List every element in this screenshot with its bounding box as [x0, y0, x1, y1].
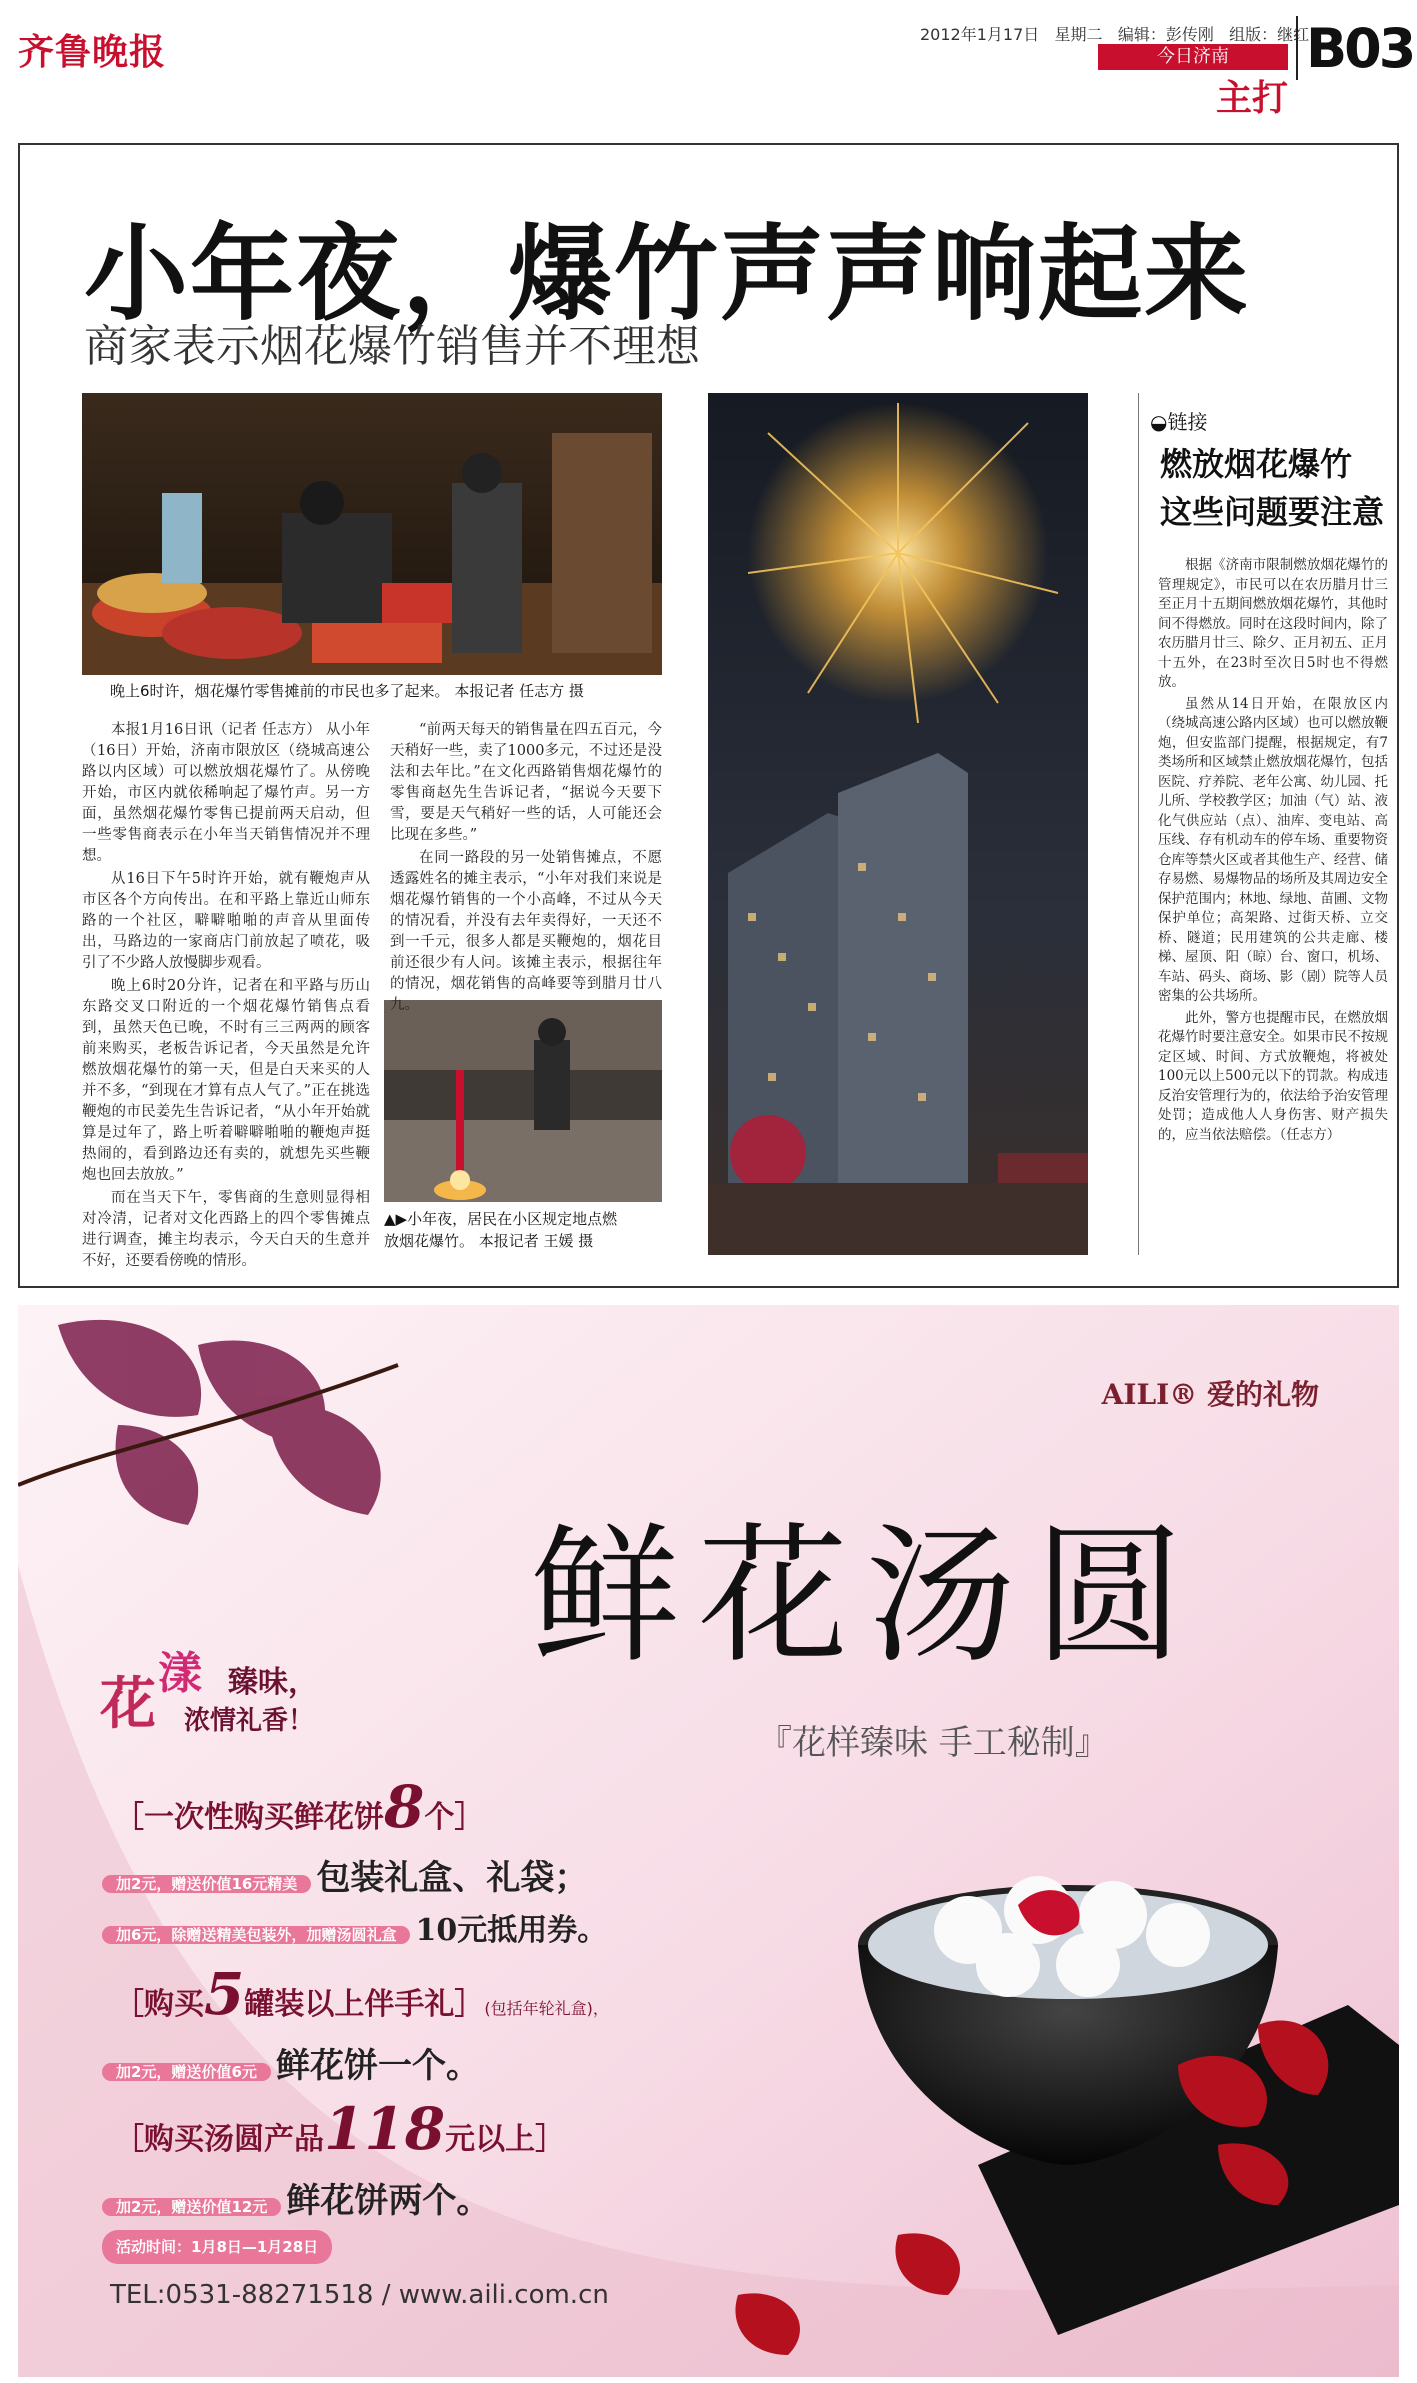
- sidebar-body: [1158, 556, 1388, 1147]
- ad-offer-2-num: 5: [204, 1960, 245, 2028]
- ad-offer-4-pill-row: [102, 2173, 490, 2224]
- sidebar-tag: [1150, 406, 1207, 435]
- layout-credit: 组版：继红: [1229, 25, 1310, 44]
- ad-tagline-1: 臻味，: [228, 1665, 318, 1700]
- sidebar-divider: [1138, 393, 1139, 1255]
- ad-offer-2-pre: ［购买: [114, 1987, 204, 2022]
- ad-offer-3-pre: ［购买汤圆产品: [114, 2122, 324, 2157]
- ad-offer-2-note: (包括年轮礼盒)，: [484, 1999, 609, 2018]
- ad-flower-char: 花: [100, 1671, 156, 1737]
- ad-offer-pill: 加6元，除赠送精美包装外，加赠汤圆礼盒: [102, 1926, 410, 1944]
- body-paragraph: “前两天每天的销售量在四五百元，今天稍好一些，卖了1000多元，不过还是没法和去年比。”在文化西路销售烟花爆竹的零售商赵先生告诉记者，“据说今天要下雪，要是天气稍好一些的话，人可能还会比现在多些。”: [390, 722, 662, 843]
- ad-offer-3: [114, 2095, 565, 2163]
- header-divider: [1296, 16, 1298, 80]
- ad-offer-1: [114, 1773, 484, 1841]
- sidebar-title-line1: 燃放烟花爆竹: [1160, 445, 1353, 483]
- body-paragraph: 本报1月16日讯（记者 任志方） 从小年（16日）开始，济南市限放区（绕城高速公路以内区域）可以燃放烟花爆竹了。从傍晚开始，市区内就依稀响起了爆竹声。另一方面，虽然烟花爆竹零售已提前两天启动，但一些零售商表示在小年当天销售情况并不理想。: [82, 722, 370, 864]
- ad-offer-2-post: 罐装以上伴手礼］: [244, 1987, 485, 2022]
- fireworks-photo: [708, 393, 1088, 1255]
- ad-offer-3-pill-row: [102, 2038, 480, 2089]
- resident-caption-line1: ▲▶小年夜，居民在小区规定地点燃: [384, 1210, 618, 1228]
- link-icon: ◒: [1150, 410, 1168, 434]
- resident-photo-caption: [384, 1208, 684, 1252]
- dateline: [920, 22, 1309, 45]
- body-paragraph: 在同一路段的另一处销售摊点，不愿透露姓名的摊主表示，“小年对我们来说是烟花爆竹销售的一个小高峰，不过从今天的情况看，并没有去年卖得好，一天还不到一千元，很多人都是买鞭炮的，烟花目前还很少有人问。该摊主表示，根据往年的情况，烟花销售的高峰要等到腊月廿八九。: [390, 850, 662, 1013]
- ad-period-pill: 活动时间：1月8日—1月28日: [102, 2230, 332, 2264]
- resident-photo: [384, 1000, 662, 1202]
- ad-offer-pill: 加2元，赠送价值6元: [102, 2063, 271, 2081]
- ad-offer-2: [114, 1960, 609, 2028]
- ad-contact: TEL:0531-88271518 / www.aili.com.cn: [110, 2280, 609, 2310]
- ad-offer-pill-text: 包装礼盒、礼袋；: [316, 1858, 589, 1898]
- body-paragraph: 而在当天下午，零售商的生意则显得相对冷清，记者对文化西路上的四个零售摊点进行调查，摊主均表示，今天白天的生意并不好，还要看傍晚的情形。: [82, 1190, 370, 1269]
- ad-offer-2-pill-row: [102, 1905, 607, 1952]
- sidebar-tag-label: 链接: [1167, 410, 1208, 434]
- body-paragraph: 从16日下午5时许开始，就有鞭炮声从市区各个方向传出。在和平路上靠近山师东路的一个社区，噼噼啪啪的声音从里面传出，马路边的一家商店门前放起了喷花，吸引了不少路人放慢脚步观看。: [82, 871, 370, 971]
- ad-tagline-2: 浓情礼香！: [184, 1706, 315, 1736]
- article-headline: 小年夜，爆竹声声响起来: [84, 213, 1251, 335]
- section-tag: 今日济南: [1098, 44, 1288, 70]
- ad-brand: AILI® 爱的礼物: [1101, 1378, 1319, 1411]
- page-number: B03: [1306, 17, 1414, 80]
- ad-offer-3-num: 118: [324, 2095, 446, 2163]
- ad-offer-3-post: 元以上］: [445, 2122, 566, 2157]
- ad-slogan: 『花样臻味 手工秘制』: [758, 1723, 1109, 1763]
- stall-photo: [82, 393, 662, 675]
- sidebar-paragraph: 虽然从14日开始，在限放区内（绕城高速公路内区域）也可以燃放鞭炮，但安监部门提醒，根据规定，有7类场所和区域禁止燃放烟花爆竹，包括医院、疗养院、老年公寓、幼儿园、托儿所、学校教学区；加油（气）站、液化气供应站（点）、油库、变电站、高压线、存有机动车的停车场、重要物资仓库等禁火区或者其他生产、经营、储存易燃、易爆物品的场所及其周边安全保护范围内；林地、绿地、苗圃、文物保护单位；高架路、过街天桥、立交桥、隧道；民用建筑的公共走廊、楼梯、屋顶、阳（晾）台、窗口，机场、车站、码头、商场、影（剧）院等人员密集的公共场所。: [1158, 695, 1388, 1004]
- ad-offer-1-num: 8: [384, 1773, 425, 1841]
- sidebar-paragraph: 根据《济南市限制燃放烟花爆竹的管理规定》，市民可以在农历腊月廿三至正月十五期间燃放烟花爆竹，其他时间不得燃放。同时在这段时间内，除了农历腊月廿三、除夕、正月初五、正月十五外，在23时至次日5时也不得燃放。: [1158, 557, 1388, 690]
- advertisement: [18, 1305, 1399, 2377]
- ad-offer-pill: 加2元，赠送价值16元精美: [102, 1875, 311, 1893]
- body-paragraph: 晚上6时20分许，记者在和平路与历山东路交叉口附近的一个烟花爆竹销售点看到，虽然天色已晚，不时有三三两两的顾客前来购买，老板告诉记者，今天虽然是允许燃放烟花爆竹的第一天，但是白天来买的人并不多，“到现在才算有点人气了。”正在挑选鞭炮的市民姜先生告诉记者，“从小年开始就算是过年了，路上听着噼噼啪啪的鞭炮声挺热闹的，看到路边还有卖的，就想先买些鞭炮也回去放放。”: [82, 978, 370, 1183]
- issue-weekday: 星期二: [1054, 25, 1103, 44]
- stall-photo-caption: 晚上6时许，烟花爆竹零售摊前的市民也多了起来。 本报记者 任志方 摄: [110, 682, 584, 700]
- ad-offer-1-pill-row: [102, 1850, 588, 1901]
- article-column-1: [82, 720, 370, 1274]
- ad-offer-pill-text: 10元抵用券。: [415, 1913, 608, 1948]
- article-subhead: 商家表示烟花爆竹销售并不理想: [84, 321, 700, 372]
- ad-offer-pill-text: 鲜花饼两个。: [286, 2181, 491, 2221]
- ad-offer-pill: 加2元，赠送价值12元: [102, 2198, 281, 2216]
- section-subtitle: 主打: [1215, 78, 1288, 119]
- article-column-2: [390, 720, 662, 1018]
- sidebar-title-line2: 这些问题要注意: [1160, 493, 1385, 531]
- sidebar-title: [1160, 440, 1390, 536]
- ad-ripple-char: 漾: [158, 1648, 202, 1699]
- ad-title: 鲜花汤圆: [530, 1510, 1203, 1684]
- ad-offer-1-pre: ［一次性购买鲜花饼: [114, 1800, 384, 1835]
- editor-credit: 编辑：彭传刚: [1117, 25, 1214, 44]
- issue-date: 2012年1月17日: [920, 25, 1040, 44]
- ad-offer-pill-text: 鲜花饼一个。: [275, 2046, 480, 2086]
- sidebar-paragraph: 此外，警方也提醒市民，在燃放烟花爆竹时要注意安全。如果市民不按规定区域、时间、方式放鞭炮，将被处100元以上500元以下的罚款。构成违反治安管理行为的，依法给予治安管理处罚；造成他人人身伤害、财产损失的，应当依法赔偿。（任志方）: [1158, 1009, 1388, 1143]
- resident-caption-line2: 放烟花爆竹。 本报记者 王媛 摄: [384, 1232, 594, 1250]
- ad-offer-1-post: 个］: [424, 1800, 485, 1835]
- masthead: 齐鲁晚报: [18, 31, 167, 73]
